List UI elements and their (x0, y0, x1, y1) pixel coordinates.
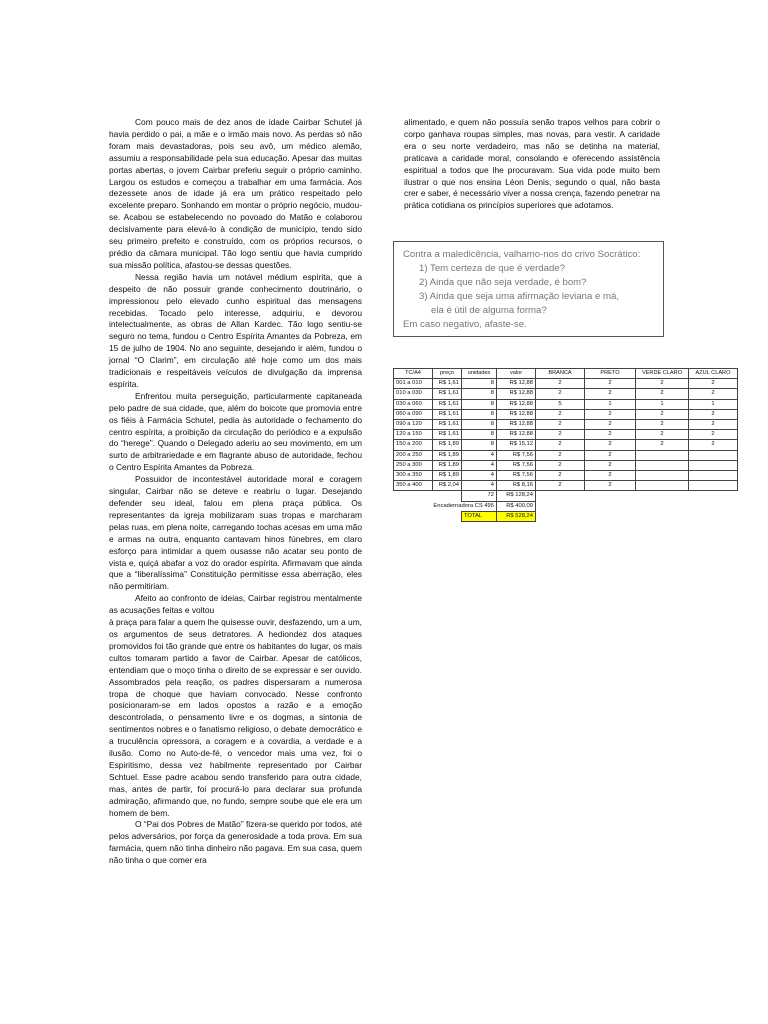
table-row (394, 460, 738, 470)
cell-white: 5 (536, 399, 585, 409)
cell-light-blue: 1 (689, 399, 738, 409)
cell-light-green (636, 460, 689, 470)
cell-value: R$ 12,88 (497, 399, 536, 409)
table-row (394, 471, 738, 481)
table-row (394, 481, 738, 491)
cell-white: 2 (536, 450, 585, 460)
cell-black: 1 (585, 399, 636, 409)
cell-range: 350 a 400 (394, 481, 433, 491)
cell-light-blue: 2 (689, 409, 738, 419)
cell-units: 4 (462, 481, 497, 491)
cell-price: R$ 1,61 (433, 379, 462, 389)
cell-units: 8 (462, 399, 497, 409)
cell-light-blue (689, 450, 738, 460)
cell-price: R$ 1,89 (433, 471, 462, 481)
col-header-range: TC/A4 (394, 369, 433, 379)
cell-black: 2 (585, 450, 636, 460)
cell-black: 2 (585, 389, 636, 399)
col-header-price: preço (433, 369, 462, 379)
cell-price: R$ 1,61 (433, 409, 462, 419)
cell-light-green: 2 (636, 409, 689, 419)
col-header-light-blue: AZUL CLARO (689, 369, 738, 379)
cell-units: 8 (462, 389, 497, 399)
cell-range: 060 a 090 (394, 409, 433, 419)
cell-white: 2 (536, 430, 585, 440)
cell-light-green: 2 (636, 389, 689, 399)
table-row (394, 389, 738, 399)
cell-value: R$ 7,56 (497, 450, 536, 460)
cell-white: 2 (536, 471, 585, 481)
cell-value: R$ 12,88 (497, 409, 536, 419)
paragraph-5: Afeito ao confronto de ideias, Cairbar registrou mentalmente as acusações feitas e voltou (109, 593, 362, 616)
cell-range: 200 a 250 (394, 450, 433, 460)
cell-value: R$ 12,88 (497, 430, 536, 440)
table-row (394, 379, 738, 389)
value-subtotal: R$ 128,24 (497, 491, 536, 501)
table-row (394, 420, 738, 430)
cell-price: R$ 1,89 (433, 440, 462, 450)
socratic-question-2: 2) Ainda que não seja verdade, é bom? (419, 277, 587, 288)
units-total: 72 (462, 491, 497, 501)
paragraph-4: Possuidor de incontestável autoridade moral e coragem singular, Cairbar não se deteve e reabriu o lugar. Desejando defender seu ideal, falou em plena praça pública. Os representantes da igreja mobilizaram suas tropas e marcharam pelas ruas, em plena noite, carregando tochas acesas em uma mão e armas na outra, enquanto cantavam hinos fúnebres, em claro esforço para intimidar a quem ousasse não acatar seu ponto de vista e, quiçá abafar a voz do orador espírita. Afirmavam que ainda que a “liberalíssima” Constituição permitisse essa aberração, eles não permitiriam. (109, 474, 362, 592)
cell-light-green: 2 (636, 440, 689, 450)
cell-value: R$ 7,56 (497, 460, 536, 470)
cell-units: 4 (462, 471, 497, 481)
table-row (394, 440, 738, 450)
socratic-closing: Em caso negativo, afaste-se. (403, 319, 527, 330)
cell-value: R$ 12,88 (497, 420, 536, 430)
cell-light-green (636, 471, 689, 481)
cell-range: 150 a 200 (394, 440, 433, 450)
cell-white: 2 (536, 409, 585, 419)
cell-white: 2 (536, 379, 585, 389)
cell-price: R$ 2,04 (433, 481, 462, 491)
cell-light-blue: 2 (689, 379, 738, 389)
total-label: TOTAL (462, 511, 497, 521)
units-total-row (394, 491, 738, 501)
col-header-units: unidades (462, 369, 497, 379)
cell-light-blue (689, 471, 738, 481)
binding-value: R$ 400,00 (497, 501, 536, 511)
paragraph-7: O “Pai dos Pobres de Matão” fizera-se querido por todos, até pelos adversários, por força da generosidade a toda prova. Em sua farmácia, quem não tinha dinheiro não pagava. Em sua casa, quem não tinha o que comer era (109, 819, 362, 866)
total-value: R$ 528,24 (497, 511, 536, 521)
cell-value: R$ 12,88 (497, 379, 536, 389)
cell-black: 2 (585, 460, 636, 470)
cell-black: 2 (585, 379, 636, 389)
paragraph-2: Nessa região havia um notável médium espírita, que a despeito de não possuir grande conhecimento doutrinário, o impressionou pelo elevado cunho espiritual das mensagens recebidas. Tocado pelo interesse, adquiriu, e devorou intelectualmente, as obras de Allan Kardec. Tão logo sentiu-se seguro no tema, fundou o Centro Espírita Amantes da Pobreza, em 15 de julho de 1904. No ano seguinte, desejando ir além, fundou o jornal “O Clarim”, em circulação até hoje como um dos mais tradicionais e respeitáveis veículos de divulgação da imprensa espírita. (109, 271, 362, 389)
cell-light-green: 2 (636, 379, 689, 389)
right-text-column (404, 117, 660, 212)
cell-units: 8 (462, 430, 497, 440)
cell-range: 030 a 060 (394, 399, 433, 409)
cell-black: 2 (585, 420, 636, 430)
paragraph-1: Com pouco mais de dez anos de idade Cairbar Schutel já havia perdido o pai, a mãe e o irmão mais novo. As perdas só não foram mais devastadoras, pois seu avô, um médico alemão, assumiu a responsabilidade pela sua educação. Apesar das muitas portas abertas, o jovem Cairbar preferiu seguir o próprio caminho. Largou os estudos e começou a trabalhar em uma farmácia. Aos dezessete anos de idade já era um prático respeitado pelo excelente preparo. Sonhando em montar o próprio negócio, mudou-se. Acabou se estabelecendo no povoado do Matão e colaborou decisivamente para elevá-lo à condição de município, tendo sido seu primeiro prefeito e construído, com os próprios recursos, o prédio da câmara municipal. Tão logo sentiu que havia cumprido sua missão política, afastou-se dessas questões. (109, 117, 362, 270)
col-header-black: PRETO (585, 369, 636, 379)
cell-white: 2 (536, 481, 585, 491)
right-paragraph: alimentado, e quem não possuía senão trapos velhos para cobrir o corpo ganhava roupas simples, mas novas, para vestir. A caridade era o seu norte verdadeiro, mas não se detinha na material, praticava a caridade moral, consolando e oferecendo assistência espiritual a todos que lhe procuravam. Sua vida pode muito bem ilustrar o que nos ensina Léon Denis, segundo o qual, não basta crer e saber, é necessário viver a nossa crença, fazendo penetrar na prática cotidiana os princípios superiores que adotamos. (404, 117, 660, 211)
cell-light-blue (689, 460, 738, 470)
cell-black: 2 (585, 471, 636, 481)
cell-range: 090 a 120 (394, 420, 433, 430)
socratic-question-3-continued: ela é útil de alguma forma? (431, 305, 547, 316)
table-row (394, 399, 738, 409)
cell-value: R$ 7,56 (497, 471, 536, 481)
cell-white: 2 (536, 389, 585, 399)
cell-price: R$ 1,61 (433, 389, 462, 399)
cell-units: 4 (462, 450, 497, 460)
cell-white: 2 (536, 440, 585, 450)
cell-price: R$ 1,89 (433, 450, 462, 460)
binding-row (394, 501, 738, 511)
cell-units: 8 (462, 420, 497, 430)
cell-value: R$ 15,12 (497, 440, 536, 450)
socratic-intro: Contra a maledicência, valhamo-nos do crivo Socrático: (403, 249, 641, 260)
cell-light-green: 2 (636, 420, 689, 430)
cell-range: 120 a 150 (394, 430, 433, 440)
paragraph-3: Enfrentou muita perseguição, particularmente capitaneada pelo padre de sua cidade, que, além do boicote que promovia entre os fiéis à Farmácia Schutel, pedia às autoridade o fechamento do centro espírita, a proibição da circulação do periódico e a expulsão do “herege”. Quando o Delegado aderiu ao seu movimento, em um surto de arbitrariedade e em flagrante abuso de autoridade, fechou o Centro Espírita Amantes da Pobreza. (109, 390, 362, 473)
table-row (394, 450, 738, 460)
cell-white: 2 (536, 420, 585, 430)
budget-table (393, 368, 738, 522)
table-row (394, 430, 738, 440)
cell-light-green (636, 481, 689, 491)
cell-range: 300 a 350 (394, 471, 433, 481)
table-row (394, 409, 738, 419)
cell-light-blue: 2 (689, 440, 738, 450)
cell-range: 250 a 300 (394, 460, 433, 470)
cell-range: 001 a 010 (394, 379, 433, 389)
cell-light-blue (689, 481, 738, 491)
cell-units: 8 (462, 440, 497, 450)
socratic-filter-box (393, 241, 664, 337)
cell-units: 8 (462, 379, 497, 389)
socratic-question-1: 1) Tem certeza de que é verdade? (419, 263, 565, 274)
cell-light-green (636, 450, 689, 460)
col-header-white: BRANCA (536, 369, 585, 379)
col-header-light-green: VERDE CLARO (636, 369, 689, 379)
cell-black: 2 (585, 430, 636, 440)
cell-light-blue: 2 (689, 389, 738, 399)
cell-white: 2 (536, 460, 585, 470)
cell-value: R$ 8,16 (497, 481, 536, 491)
cell-black: 2 (585, 409, 636, 419)
cell-price: R$ 1,61 (433, 399, 462, 409)
cell-price: R$ 1,61 (433, 430, 462, 440)
cell-range: 010 a 030 (394, 389, 433, 399)
cell-light-green: 2 (636, 430, 689, 440)
cell-light-green: 1 (636, 399, 689, 409)
table-body (394, 379, 738, 491)
col-header-value: valor (497, 369, 536, 379)
cell-units: 4 (462, 460, 497, 470)
table-header-row (394, 369, 738, 379)
socratic-question-3: 3) Ainda que seja uma afirmação leviana e má, (419, 291, 619, 302)
cell-price: R$ 1,61 (433, 420, 462, 430)
cell-value: R$ 12,88 (497, 389, 536, 399)
cell-black: 2 (585, 440, 636, 450)
cell-price: R$ 1,89 (433, 460, 462, 470)
paragraph-6: à praça para falar a quem lhe quisesse ouvir, desfazendo, um a um, os argumentos de seus detratores. A hediondez dos ataques promovidos foi tão grande que entre os habitantes do lugar, os mais cultos tomaram partido a favor de Cairbar. Apesar de católicos, entendiam que o moço tinha o direito de se expressar e ser ouvido. Assombrados pela reação, os padres dispersaram a numerosa tropa de choque que haviam convocado. Nesse confronto posicionaram-se em lados opostos a razão e a emoção descontrolada, o pensamento livre e os dogmas, a sintonia de sentimentos nobres e o fanatismo religioso, o debate democrático e a truculência opressora, a coragem e a covardia, a verdade e a ilusão. Como no Auto-de-fé, o vencedor mais uma vez, foi o Espiritismo, dessa vez habilmente representado por Cairbar Schtuel. Esse padre acabou sendo transferido para outra cidade, mas, antes de partir, foi procurá-lo para declarar sua profunda admiração, afirmando que, no fundo, sempre soube que ele era um homem de bem. (109, 617, 362, 818)
left-text-column (109, 117, 362, 867)
cell-units: 8 (462, 409, 497, 419)
cell-light-blue: 2 (689, 420, 738, 430)
cell-black: 2 (585, 481, 636, 491)
cell-light-blue: 2 (689, 430, 738, 440)
grand-total-row (394, 511, 738, 521)
binding-label: Encadernadora CS 495 (433, 502, 494, 509)
